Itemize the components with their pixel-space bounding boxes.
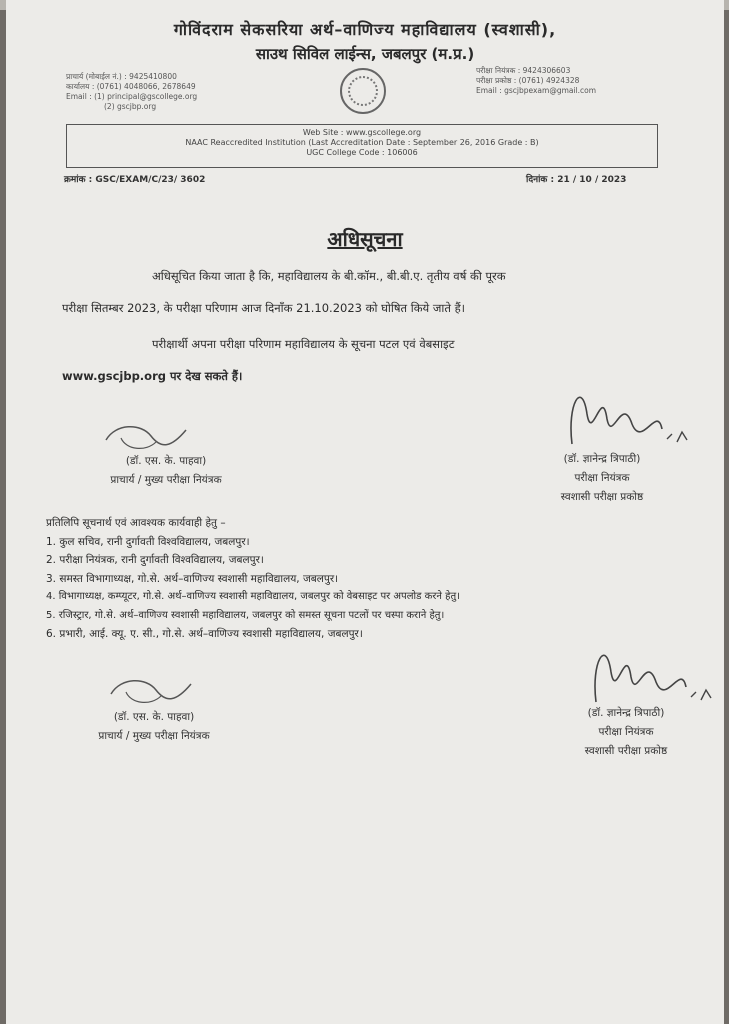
principal-name: (डॉ. एस. के. पाहवा)	[113, 711, 195, 723]
college-address: साउथ सिविल लाईन्स, जबलपुर (म.प्र.)	[255, 45, 475, 63]
controller-name: (डॉ. ज्ञानेन्द्र त्रिपाठी)	[587, 707, 665, 719]
controller-signature-mark	[562, 374, 692, 454]
principal-phone: प्राचार्य (मोबाईल नं.) : 9425410800	[66, 72, 177, 81]
controller-title: परीक्षा नियंत्रक	[574, 472, 630, 484]
list-item: 2. परीक्षा नियंत्रक, रानी दुर्गावती विश्वविद्यालय, जबलपुर।	[46, 554, 264, 566]
principal-signature-mark-bottom	[106, 672, 196, 712]
paragraph-2-line-1: परीक्षार्थी अपना परीक्षा परिणाम महाविद्यालय के सूचना पटल एवं वेबसाइट	[152, 337, 455, 351]
principal-name: (डॉ. एस. के. पाहवा)	[125, 455, 207, 467]
list-item: 1. कुल सचिव, रानी दुर्गावती विश्वविद्यालय, जबलपुर।	[46, 535, 250, 548]
list-item: 4. विभागाध्यक्ष, कम्प्यूटर, गो.से. अर्थ–वाणिज्य स्वशासी महाविद्यालय, जबलपुर को वेबसाइट पर अपलोड करने हेतु।	[46, 591, 460, 602]
list-item: 3. समस्त विभागाध्यक्ष, गो.से. अर्थ–वाणिज्य स्वशासी महाविद्यालय, जबलपुर।	[46, 572, 339, 585]
exam-cell-title: स्वशासी परीक्षा प्रकोष्ठ	[584, 745, 668, 757]
notice-document	[6, 0, 724, 1024]
accreditation-box	[66, 124, 658, 168]
principal-email: Email : (1) principal@gscollege.org	[66, 92, 198, 101]
copy-to-list	[46, 514, 686, 644]
controller-title: परीक्षा नियंत्रक	[598, 726, 654, 738]
notice-date: दिनांक : 21 / 10 / 2023	[526, 175, 627, 185]
copy-to-intro: प्रतिलिपि सूचनार्थ एवं आवश्यक कार्यवाही हेतु –	[46, 517, 226, 529]
principal-title: प्राचार्य / मुख्य परीक्षा नियंत्रक	[98, 730, 210, 742]
exam-cell-title: स्वशासी परीक्षा प्रकोष्ठ	[560, 491, 644, 503]
controller-signature-bottom	[546, 704, 706, 761]
right-contact-block	[476, 66, 596, 96]
reference-number: क्रमांक : GSC/EXAM/C/23/ 3602	[64, 175, 206, 185]
paragraph-1-line-1: अधिसूचित किया जाता है कि, महाविद्यालय के बी.कॉम., बी.बी.ए. तृतीय वर्ष की पूरक	[152, 269, 506, 283]
principal-title: प्राचार्य / मुख्य परीक्षा नियंत्रक	[110, 474, 222, 486]
notice-heading: अधिसूचना	[327, 227, 403, 251]
controller-signature-mark-bottom	[586, 632, 716, 712]
exam-email: Email : gscjbpexam@gmail.com	[476, 86, 597, 95]
exam-controller-phone: परीक्षा नियंत्रक : 9424306603	[476, 66, 571, 75]
website-line: Web Site : www.gscollege.org	[302, 128, 422, 137]
college-name: गोविंदराम सेकसरिया अर्थ–वाणिज्य महाविद्यालय (स्वशासी),	[173, 20, 557, 39]
paragraph-2-line-2: www.gscjbp.org पर देख सकते हैं।	[62, 369, 243, 383]
ugc-code-line: UGC College Code : 106006	[306, 148, 418, 157]
list-item: 5. रजिस्ट्रार, गो.से. अर्थ–वाणिज्य स्वशासी महाविद्यालय, जबलपुर को समस्त सूचना पटलों पर चस्पा कराने हेतु।	[46, 609, 445, 621]
secondary-email: (2) gscjbp.org	[104, 102, 157, 111]
principal-signature-bottom	[54, 708, 254, 746]
paragraph-1-line-2: परीक्षा सितम्बर 2023, के परीक्षा परिणाम आज दिनाँक 21.10.2023 को घोषित किये जाते हैं।	[62, 301, 466, 315]
naac-line: NAAC Reaccredited Institution (Last Accreditation Date : September 26, 2016 Grade : B)	[185, 138, 539, 147]
exam-cell-phone: परीक्षा प्रकोष्ठ : (0761) 4924328	[476, 76, 580, 85]
principal-signature-top	[66, 452, 266, 490]
office-phone: कार्यालय : (0761) 4048066, 2678649	[66, 82, 196, 91]
college-emblem-icon	[340, 68, 386, 114]
list-item: 6. प्रभारी, आई. क्यू. ए. सी., गो.से. अर्थ–वाणिज्य स्वशासी महाविद्यालय, जबलपुर।	[46, 628, 363, 640]
left-contact-block	[66, 72, 197, 112]
controller-name: (डॉ. ज्ञानेन्द्र त्रिपाठी)	[563, 453, 641, 465]
controller-signature-top	[522, 450, 682, 507]
